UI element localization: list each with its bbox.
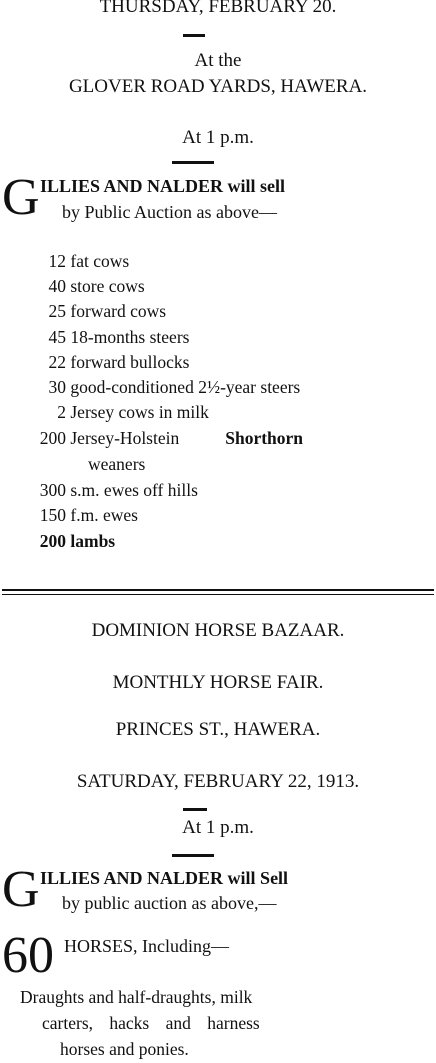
venue-heading: GLOVER ROAD YARDS, HAWERA. bbox=[68, 76, 368, 97]
short-rule bbox=[183, 808, 207, 811]
list-item: 40 store cows bbox=[48, 276, 145, 296]
body-text-line: horses and ponies. bbox=[60, 1039, 189, 1059]
at-the-label: At the bbox=[194, 50, 242, 71]
event-title: MONTHLY HORSE FAIR. bbox=[112, 672, 324, 693]
horse-count: 60 bbox=[2, 927, 54, 984]
auctioneer-line: ILLIES AND NALDER will Sell bbox=[40, 868, 289, 888]
list-item: 200 Jersey-Holstein Shorthorn bbox=[39, 428, 304, 448]
ad-divider bbox=[2, 594, 434, 595]
list-item: 25 forward cows bbox=[48, 301, 167, 321]
short-rule bbox=[172, 854, 214, 857]
list-item: 150 f.m. ewes bbox=[39, 505, 138, 525]
list-item: 2 Jersey cows in milk bbox=[57, 402, 209, 422]
list-item: 22 forward bullocks bbox=[48, 352, 190, 372]
auction-line: by Public Auction as above— bbox=[62, 202, 277, 222]
list-item: 12 fat cows bbox=[48, 251, 130, 271]
sale-time: At 1 p.m. bbox=[182, 817, 254, 838]
short-rule bbox=[183, 34, 205, 37]
short-rule bbox=[172, 161, 214, 164]
list-item: 200 lambs bbox=[39, 531, 116, 551]
list-item: 30 good-conditioned 2½-year steers bbox=[48, 377, 301, 397]
sale-time: At 1 p.m. bbox=[182, 127, 254, 148]
ad-divider bbox=[2, 589, 434, 591]
address: PRINCES ST., HAWERA. bbox=[115, 719, 321, 740]
body-text-line: carters, hacks and harness bbox=[42, 1013, 260, 1033]
list-item: 300 s.m. ewes off hills bbox=[39, 480, 198, 500]
body-text-line: Draughts and half-draughts, milk bbox=[20, 987, 253, 1007]
sale-date: SATURDAY, FEBRUARY 22, 1913. bbox=[76, 771, 360, 792]
list-item: 45 18-months steers bbox=[48, 327, 190, 347]
list-item-continuation: weaners bbox=[88, 454, 146, 474]
sale-date: THURSDAY, FEBRUARY 20. bbox=[99, 0, 337, 17]
auctioneer-line: ILLIES AND NALDER will sell bbox=[40, 176, 286, 196]
horses-heading: HORSES, Including— bbox=[64, 936, 230, 956]
drop-cap: G bbox=[2, 169, 40, 226]
business-name: DOMINION HORSE BAZAAR. bbox=[91, 620, 345, 641]
drop-cap: G bbox=[2, 861, 40, 918]
auction-line: by public auction as above,— bbox=[62, 893, 277, 913]
